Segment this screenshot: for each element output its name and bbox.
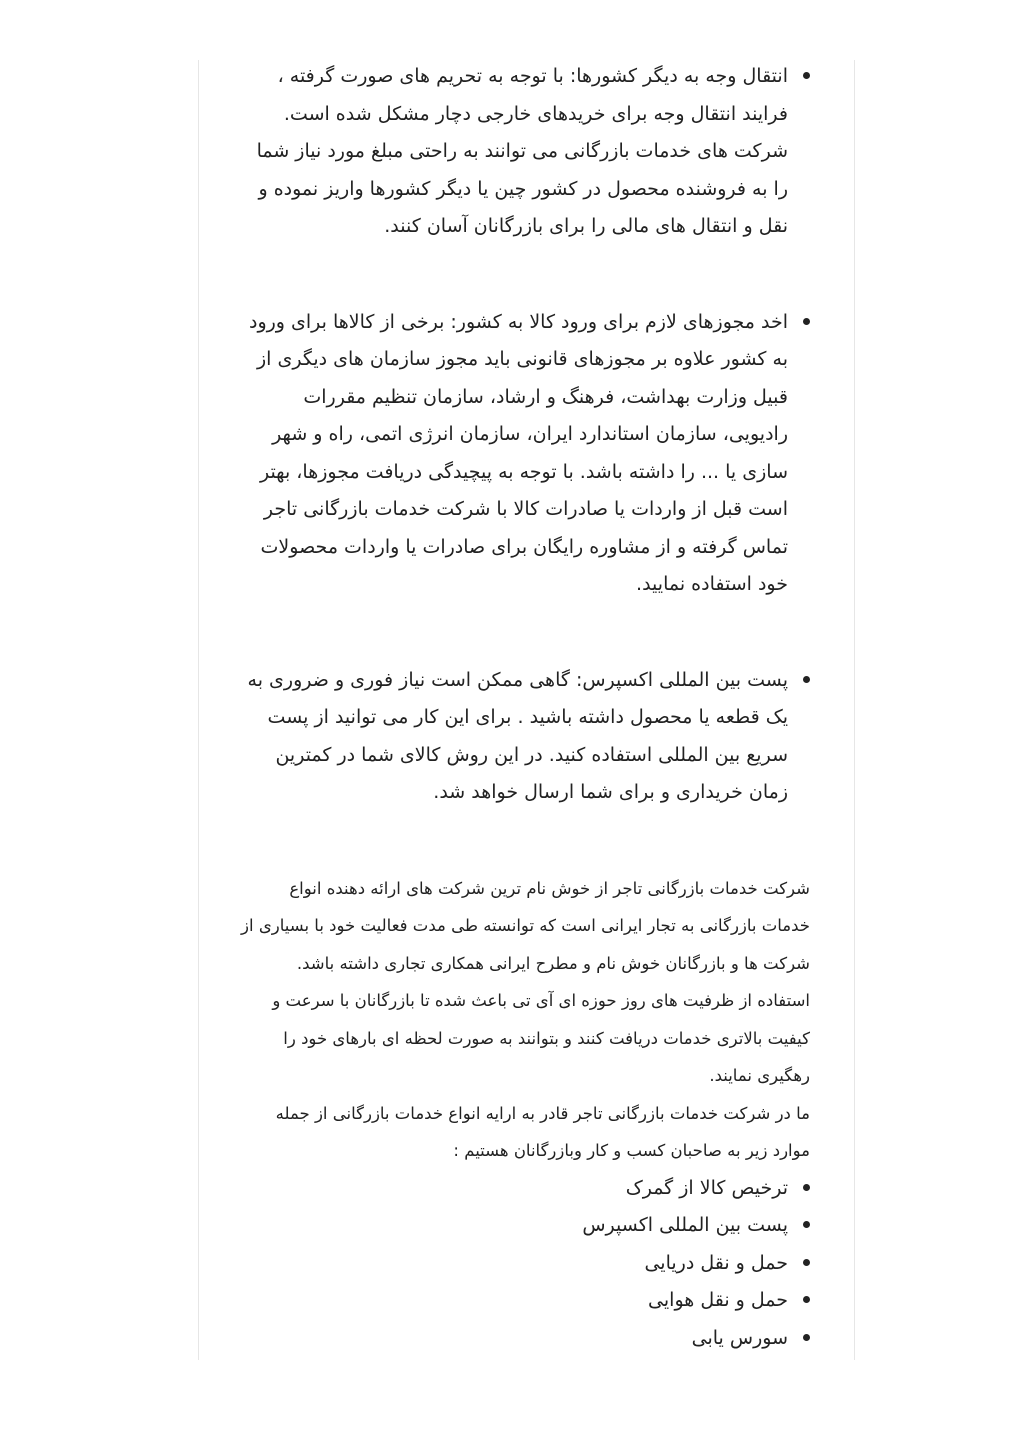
bullet-icon	[803, 1296, 810, 1303]
bullet-item	[240, 304, 810, 604]
list-item	[240, 1170, 810, 1208]
list-item	[240, 1320, 810, 1358]
services-intro-paragraph: ما در شرکت خدمات بازرگانی تاجر قادر به ارایه انواع خدمات بازرگانی از جمله موارد زیر به صاحبان کسب و کار وبازرگانان هستیم :	[275, 1103, 810, 1160]
bullet-icon	[803, 72, 810, 79]
bullet-item	[240, 662, 810, 812]
bullet-text: پست بین المللی اکسپرس: گاهی ممکن است نیاز فوری و ضروری به یک قطعه یا محصول داشته باشید . برای این کار می توانید از پست سریع بین المللی استفاده کنید. در این روش کالای شما در کمترین زمان خریداری و برای شما ارسال خواهد شد.	[247, 668, 788, 803]
bullet-icon	[803, 1184, 810, 1191]
bullet-item	[240, 58, 810, 246]
service-label: پست بین المللی اکسپرس	[582, 1214, 788, 1236]
service-label: حمل و نقل هوایی	[648, 1289, 788, 1311]
list-item	[240, 1207, 810, 1245]
service-label: حمل و نقل دریایی	[644, 1251, 788, 1274]
bullet-text: انتقال وجه به دیگر کشورها: با توجه به تحریم های صورت گرفته ، فرایند انتقال وجه برای خریدهای خارجی دچار مشکل شده است. شرکت های خدمات بازرگانی می توانند به راحتی مبلغ مورد نیاز شما را به فروشنده محصول در کشور چین یا دیگر کشورها واریز نموده و نقل و انتقال های مالی را برای بازرگانان آسان کنند.	[256, 65, 788, 237]
services-list	[240, 1170, 810, 1358]
bullet-text: اخد مجوزهای لازم برای ورود کالا به کشور: برخی از کالاها برای ورود به کشور علاوه بر مجوزهای قانونی باید مجوز سازمان های دیگری از قبیل وزارت بهداشت، فرهنگ و ارشاد، سازمان تنظیم مقررات رادیویی، سازمان استاندارد ایران، سازمان انرژی اتمی، راه و شهر سازی یا ... را داشته باشد. با توجه به پیچیدگی دریافت مجوزها، بهتر است قبل از واردات یا صادرات کالا با شرکت خدمات بازرگانی تاجر تماس گرفته و از مشاوره رایگان برای صادرات یا واردات محصولات خود استفاده نمایید.	[249, 310, 788, 595]
bullet-icon	[803, 1334, 810, 1341]
right-margin-rule	[854, 60, 855, 1360]
list-item	[240, 1282, 810, 1320]
bullet-icon	[803, 1221, 810, 1228]
bullet-icon	[803, 1259, 810, 1266]
bullet-icon	[803, 676, 810, 683]
list-item	[240, 1245, 810, 1283]
service-label: ترخیص کالا از گمرک	[625, 1176, 788, 1199]
left-margin-rule	[198, 60, 199, 1360]
bullet-icon	[803, 318, 810, 325]
company-intro-paragraph: شرکت خدمات بازرگانی تاجر از خوش نام ترین شرکت های ارائه دهنده انواع خدمات بازرگانی به تجار ایرانی است که توانسته طی مدت فعالیت خود با بسیاری از شرکت ها و بازرگانان خوش نام و مطرح ایرانی همکاری تجاری داشته باشد. استفاده از ظرفیت های روز حوزه ای آی تی باعث شده تا بازرگانان با سرعت و کیفیت بالاتری خدمات دریافت کنند و بتوانند به صورت لحظه ای بارهای خود را رهگیری نمایند.	[241, 878, 810, 1085]
article-body	[240, 58, 810, 1357]
service-label: سورس یابی	[691, 1326, 788, 1349]
